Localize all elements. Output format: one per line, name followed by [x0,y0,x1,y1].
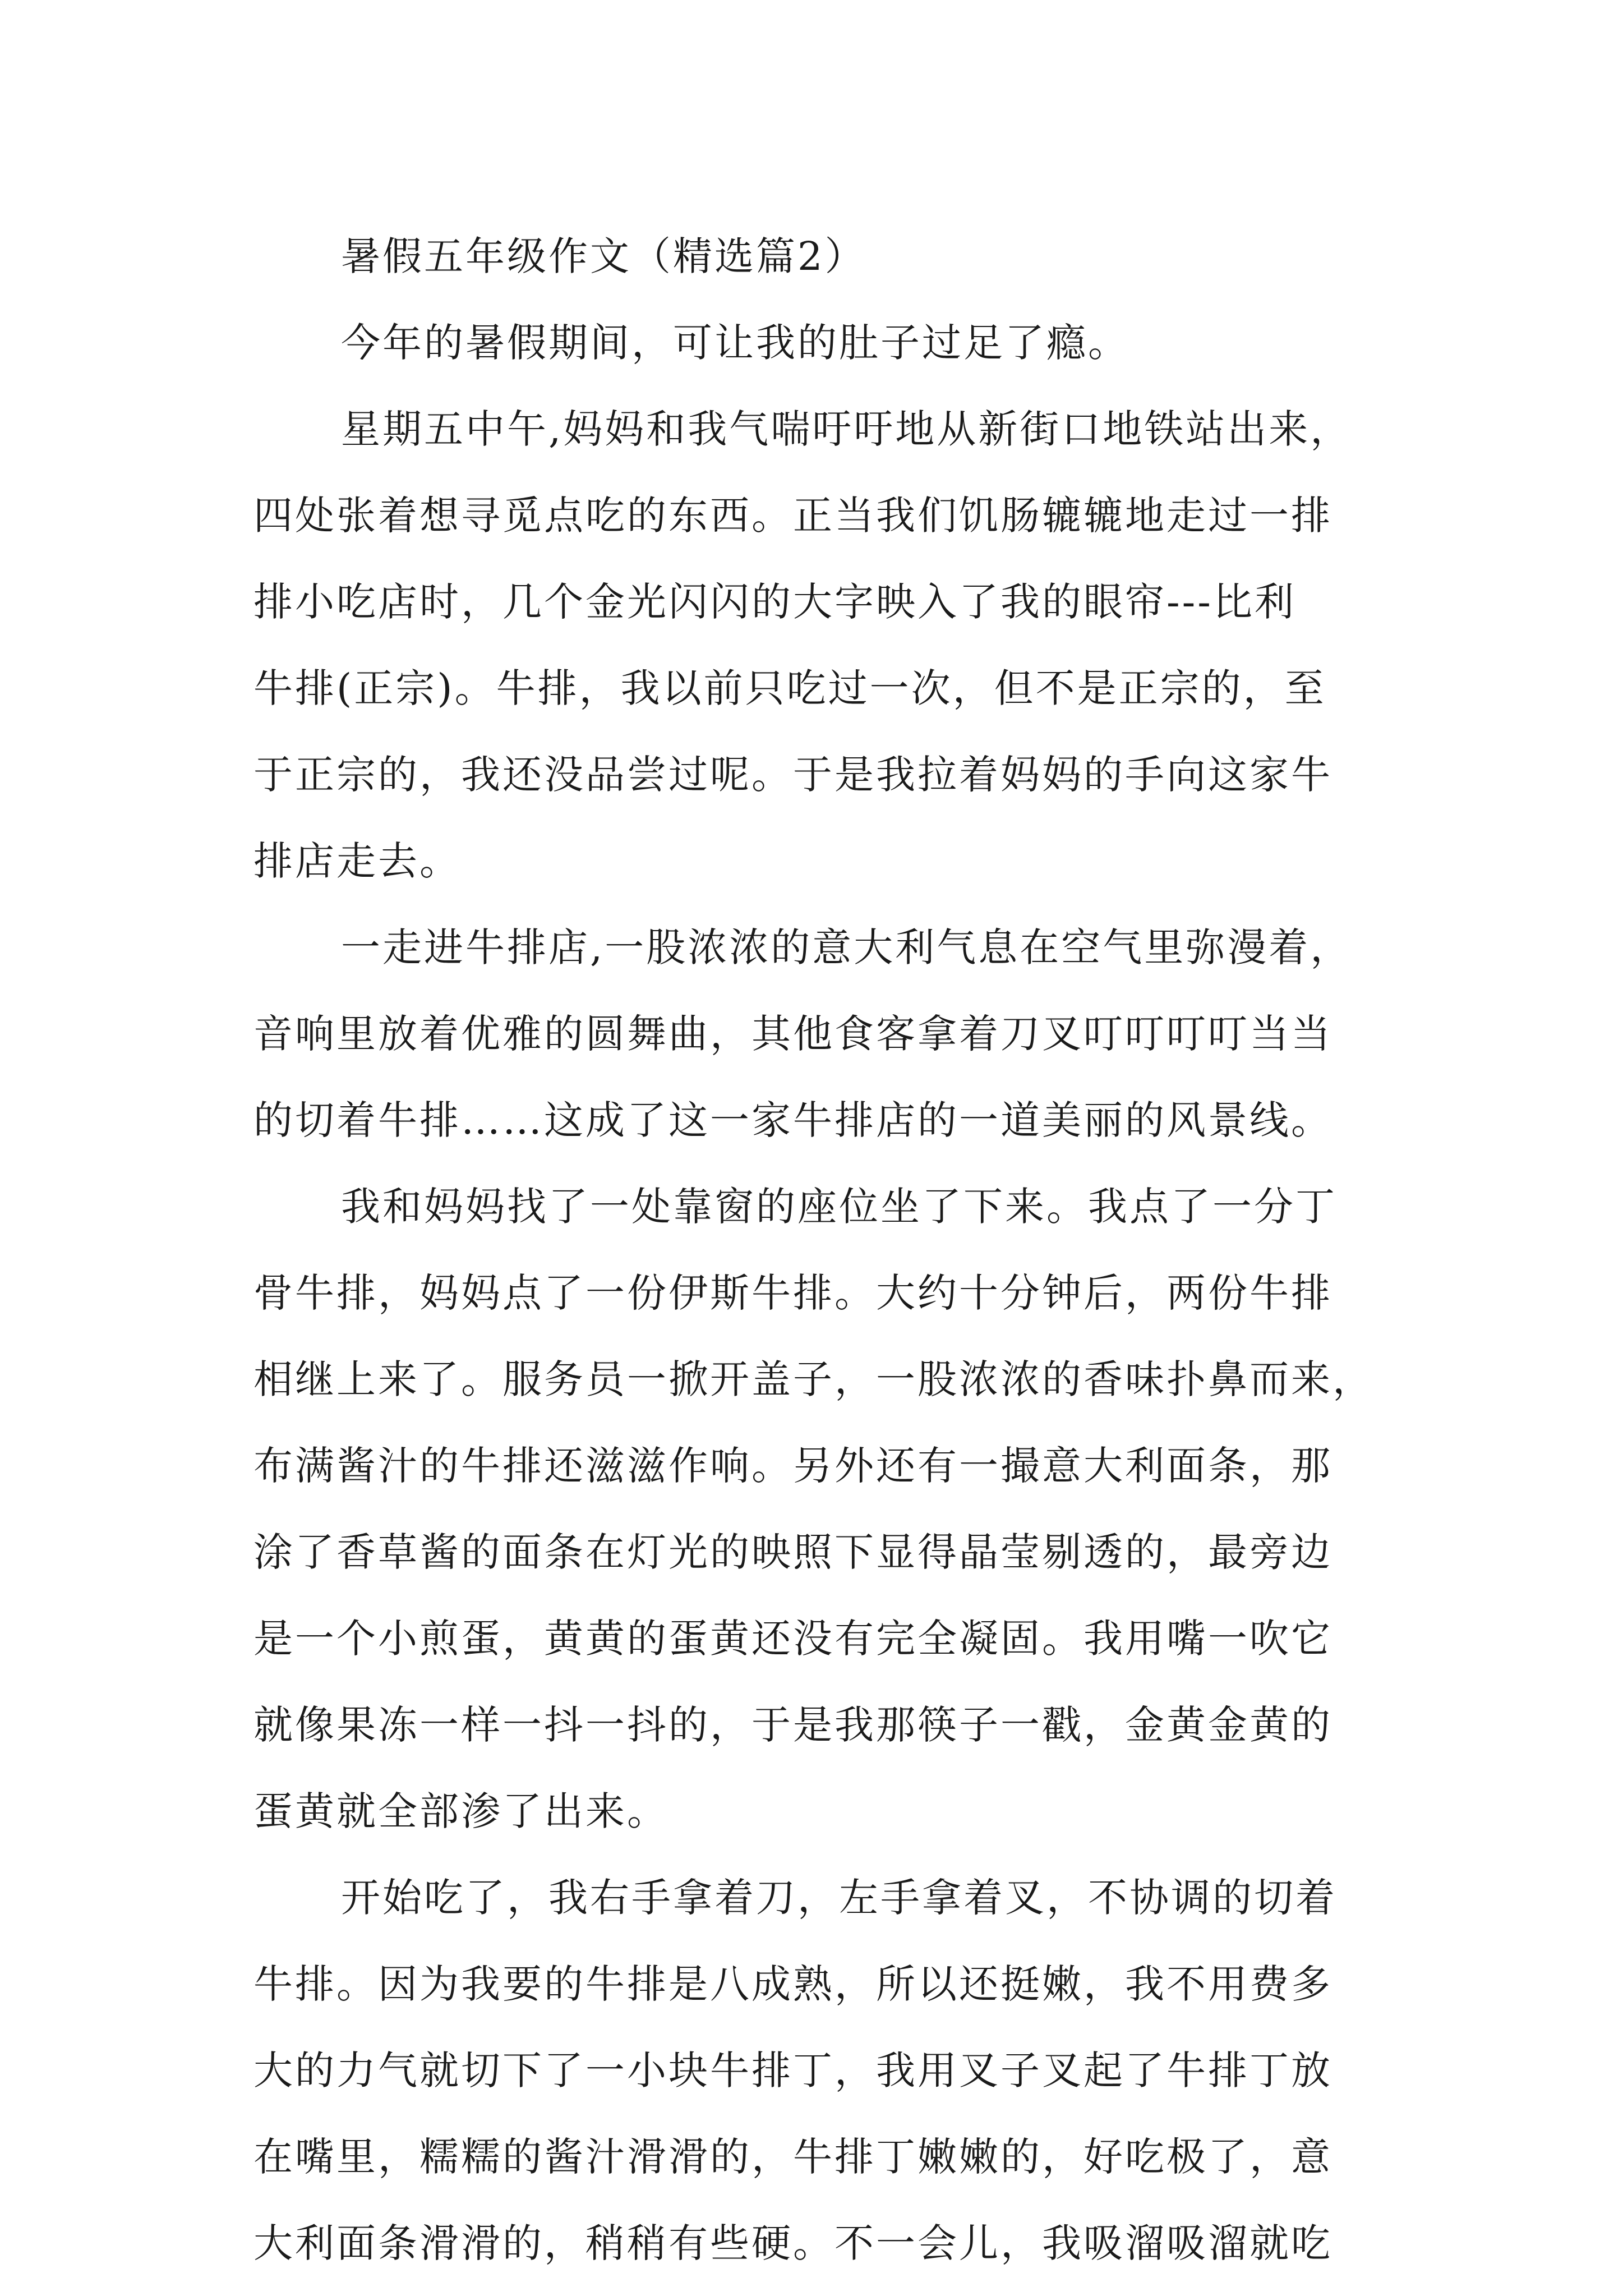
text-line: 一走进牛排店,一股浓浓的意大利气息在空气里弥漫着， [341,924,1352,970]
text-line: 牛排。因为我要的牛排是八成熟，所以还挺嫩，我不用费多 [253,1961,1332,2007]
text-line: 星期五中午,妈妈和我气喘吁吁地从新街口地铁站出来， [341,406,1352,452]
text-line: 我和妈妈找了一处靠窗的座位坐了下来。我点了一分丁 [341,1184,1337,1230]
text-line: 蛋黄就全部渗了出来。 [253,1788,668,1834]
text-line: 排小吃店时，几个金光闪闪的大字映入了我的眼帘---比利 [253,579,1296,625]
text-line: 布满酱汁的牛排还滋滋作响。另外还有一撮意大利面条，那 [253,1443,1332,1489]
text-line: 开始吃了，我右手拿着刀，左手拿着叉，不协调的切着 [341,1875,1337,1921]
essay-body [253,213,1381,2286]
essay-title: 暑假五年级作文（精选篇2） [341,233,866,279]
text-line: 排店走去。 [253,838,461,884]
text-line: 涂了香草酱的面条在灯光的映照下显得晶莹剔透的，最旁边 [253,1529,1332,1575]
text-line: 骨牛排，妈妈点了一份伊斯牛排。大约十分钟后，两份牛排 [253,1270,1332,1316]
text-line: 今年的暑假期间，可让我的肚子过足了瘾。 [341,320,1129,366]
text-line: 的切着牛排……这成了这一家牛排店的一道美丽的风景线。 [253,1097,1332,1143]
text-line: 在嘴里，糯糯的酱汁滑滑的，牛排丁嫩嫩的，好吃极了，意 [253,2134,1332,2180]
text-line: 大的力气就切下了一小块牛排丁，我用叉子叉起了牛排丁放 [253,2047,1332,2093]
text-line: 四处张着想寻觅点吃的东西。正当我们饥肠辘辘地走过一排 [253,493,1332,539]
text-line: 是一个小煎蛋，黄黄的蛋黄还没有完全凝固。我用嘴一吹它 [253,1616,1332,1662]
text-line: 于正宗的，我还没品尝过呢。于是我拉着妈妈的手向这家牛 [253,752,1332,798]
text-line: 就像果冻一样一抖一抖的，于是我那筷子一戳，金黄金黄的 [253,1702,1332,1748]
text-line: 音响里放着优雅的圆舞曲，其他食客拿着刀叉叮叮叮叮当当 [253,1011,1332,1057]
text-line: 相继上来了。服务员一掀开盖子，一股浓浓的香味扑鼻而来， [253,1356,1374,1402]
text-line: 大利面条滑滑的，稍稍有些硬。不一会儿，我吸溜吸溜就吃 [253,2220,1332,2266]
text-line: 牛排(正宗)。牛排，我以前只吃过一次，但不是正宗的，至 [253,665,1326,711]
